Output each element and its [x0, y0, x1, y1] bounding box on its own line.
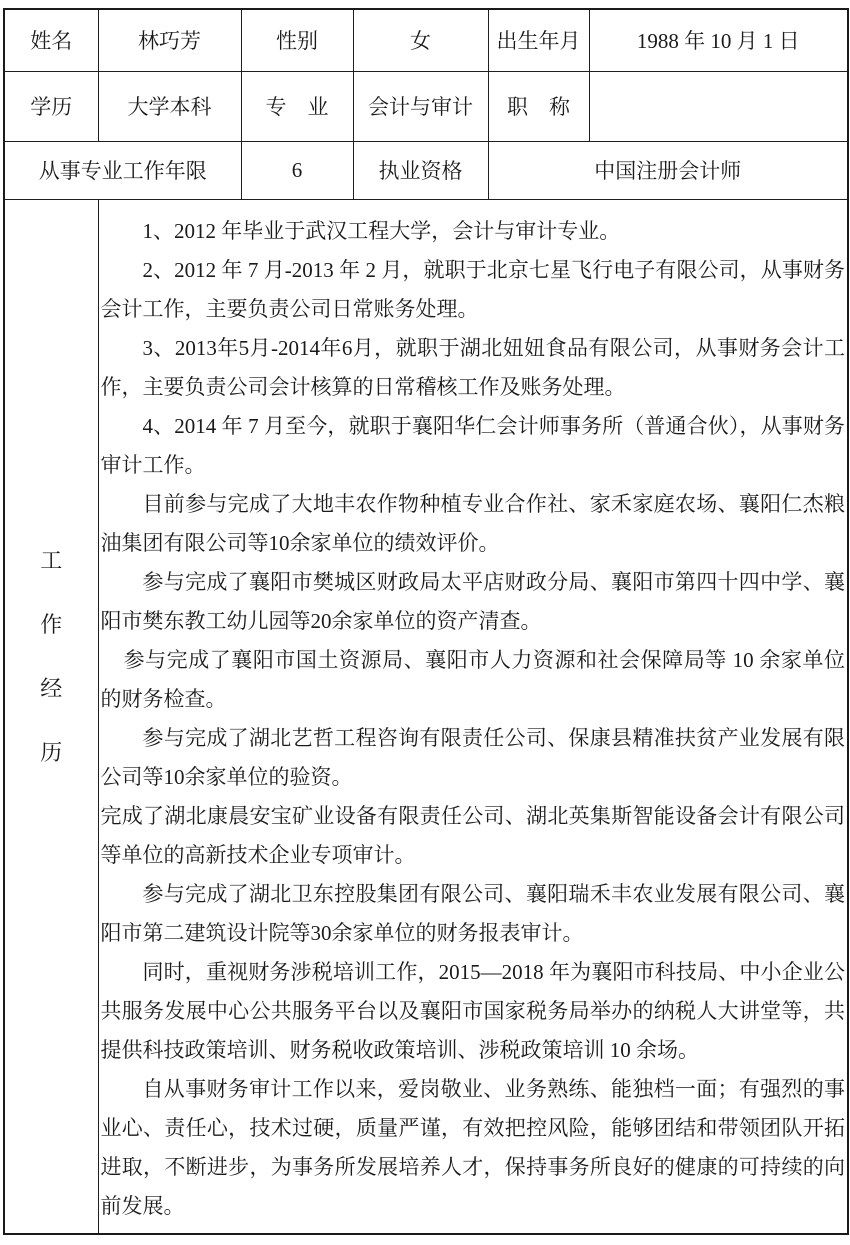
experience-paragraph: 2、2012 年 7 月-2013 年 2 月，就职于北京七星飞行电子有限公司，从事财务会计工作，主要负责公司日常账务处理。 [100, 257, 845, 321]
experience-paragraph: 自从事财务审计工作以来，爱岗敬业、业务熟练、能独档一面；有强烈的事业心、责任心，技术过硬，质量严谨，有效把控风险，能够团结和带领团队开拓进取，不断进步，为事务所发展培养人才，保持事务所良好的健康的可持续的向前发展。 [100, 1076, 845, 1218]
work-years-label: 从事专业工作年限 [4, 141, 241, 199]
experience-paragraph: 参与完成了湖北卫东控股集团有限公司、襄阳瑞禾丰农业发展有限公司、襄阳市第二建筑设计院等30余家单位的财务报表审计。 [100, 881, 845, 945]
work-years-value: 6 [241, 141, 353, 199]
qualification-value: 中国注册会计师 [488, 141, 848, 199]
experience-paragraph: 同时，重视财务涉税培训工作，2015—2018 年为襄阳市科技局、中小企业公共服务发展中心公共服务平台以及襄阳市国家税务局举办的纳税人大讲堂等，共提供科技政策培训、财务税收政策培训、涉税政策培训 10 余场。 [100, 959, 845, 1062]
job-title-value [589, 71, 848, 141]
gender-value: 女 [353, 9, 488, 71]
major-label: 专 业 [241, 71, 353, 141]
experience-paragraph: 参与完成了湖北艺哲工程咨询有限责任公司、保康县精准扶贫产业发展有限公司等10余家单位的验资。 [100, 725, 845, 789]
experience-paragraph: 参与完成了襄阳市樊城区财政局太平店财政分局、襄阳市第四十四中学、襄阳市樊东教工幼儿园等20余家单位的资产清查。 [100, 569, 845, 633]
experience-paragraph: 1、2012 年毕业于武汉工程大学，会计与审计专业。 [142, 218, 621, 243]
experience-paragraph: 完成了湖北康晨安宝矿业设备有限责任公司、湖北英集斯智能设备会计有限公司等单位的高新技术企业专项审计。 [100, 803, 845, 867]
birth-date-label: 出生年月 [488, 9, 589, 71]
table-row [4, 141, 848, 199]
experience-paragraph: 目前参与完成了大地丰农作物种植专业合作社、家禾家庭农场、襄阳仁杰粮油集团有限公司等10余家单位的绩效评价。 [100, 491, 845, 555]
experience-paragraph: 4、2014 年 7 月至今，就职于襄阳华仁会计师事务所（普通合伙），从事财务审计工作。 [100, 413, 845, 477]
vertical-label-char: 经 [40, 675, 63, 701]
vertical-label-char: 作 [40, 611, 63, 637]
vertical-label-char: 历 [40, 739, 63, 765]
experience-paragraph: 3、2013年5月-2014年6月，就职于湖北妞妞食品有限公司，从事财务会计工作，主要负责公司会计核算的日常稽核工作及账务处理。 [100, 335, 845, 399]
job-title-label: 职 称 [488, 71, 589, 141]
work-experience-label-cell [4, 199, 98, 1234]
birth-date-value: 1988 年 10 月 1 日 [589, 9, 848, 71]
education-value: 大学本科 [98, 71, 241, 141]
table-row [4, 71, 848, 141]
table-row [4, 199, 848, 1234]
experience-paragraph: 参与完成了襄阳市国土资源局、襄阳市人力资源和社会保障局等 10 余家单位的财务检查。 [100, 647, 845, 711]
work-experience-content-cell [98, 199, 848, 1234]
gender-label: 性别 [241, 9, 353, 71]
name-label: 姓名 [4, 9, 98, 71]
work-experience-paragraphs [101, 212, 846, 1226]
table-row [4, 9, 848, 71]
major-value: 会计与审计 [353, 71, 488, 141]
qualification-label: 执业资格 [353, 141, 488, 199]
vertical-label-char: 工 [40, 547, 63, 573]
name-value: 林巧芳 [98, 9, 241, 71]
education-label: 学历 [4, 71, 98, 141]
work-experience-vertical-label [5, 544, 98, 767]
personnel-info-table [3, 8, 849, 1235]
